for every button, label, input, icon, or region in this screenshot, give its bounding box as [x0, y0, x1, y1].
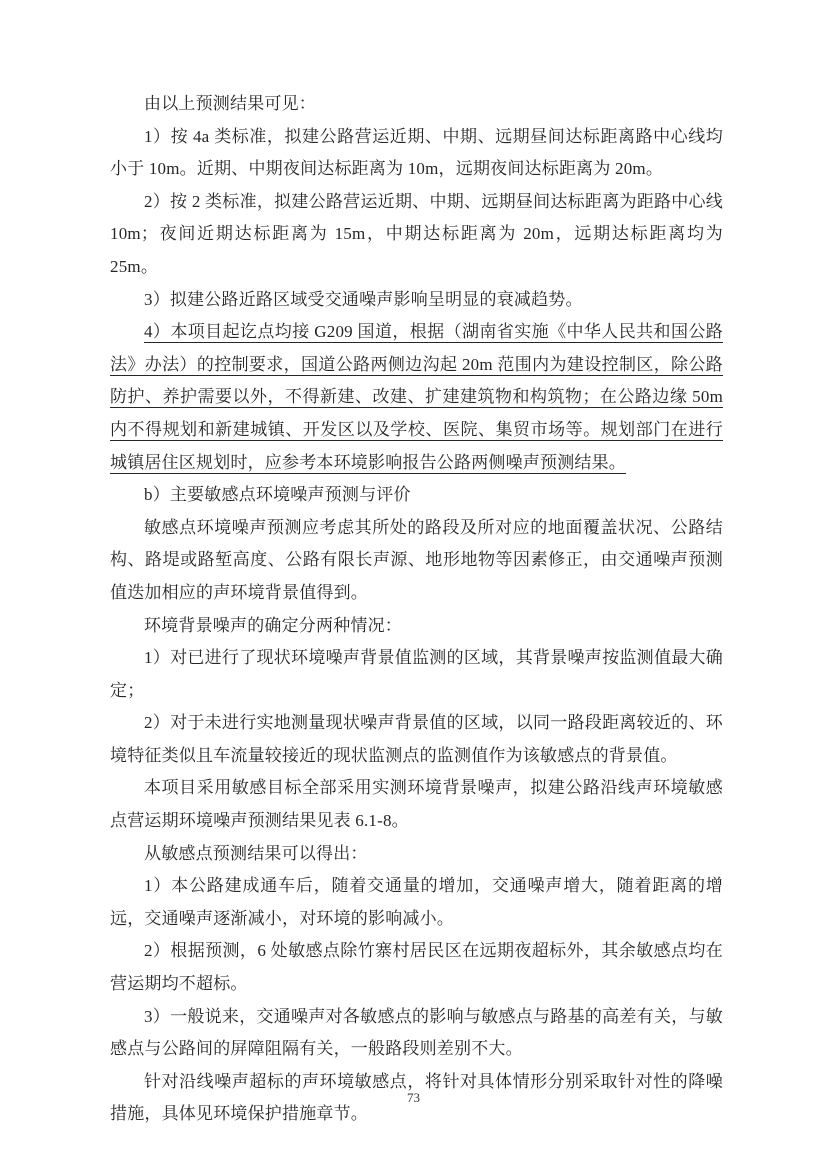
- para-case-1: 1）对已进行了现状环境噪声背景值监测的区域，其背景噪声按监测值最大确定；: [110, 648, 723, 700]
- page-content: [110, 88, 723, 1131]
- para-result-2: 2）根据预测，6 处敏感点除竹寨村居民区在远期夜超标外，其余敏感点均在营运期均不超标。: [110, 941, 723, 994]
- para-mitigation: 针对沿线噪声超标的声环境敏感点，将针对具体情形分别采取针对性的降噪措施，具体见环境保护措施章节。: [110, 1071, 723, 1124]
- para-case-2: 2）对于未进行实地测量现状噪声背景值的区域，以同一路段距离较近的、环境特征类似且车流量较接近的现状监测点的监测值作为该敏感点的背景值。: [110, 713, 723, 765]
- para-sensitive-point-method: 敏感点环境噪声预测应考虑其所处的路段及所对应的地面覆盖状况、公路结构、路堤或路堑高度、公路有限长声源、地形地物等因素修正，由交通噪声预测值迭加相应的声环境背景值得到。: [110, 517, 723, 602]
- para-project-measurement: 本项目采用敏感目标全部采用实测环境背景噪声，拟建公路沿线声环境敏感点营运期环境噪声预测结果见表 6.1-8。: [110, 778, 723, 831]
- para-background-noise-intro: 环境背景噪声的确定分两种情况：: [144, 615, 402, 635]
- para-result-3: 3）一般说来，交通噪声对各敏感点的影响与敏感点与路基的高差有关，与敏感点与公路间的屏障阻隔有关，一般路段则差别不大。: [110, 1006, 723, 1059]
- para-results-lead-in: 从敏感点预测结果可以得出：: [144, 843, 368, 863]
- para-section-b-heading: b）主要敏感点环境噪声预测与评价: [144, 485, 411, 505]
- para-result-1: 1）本公路建成通车后，随着交通量的增加，交通噪声增大，随着距离的增远，交通噪声逐渐减小，对环境的影响减小。: [110, 876, 723, 928]
- page-number: 73: [407, 1090, 420, 1105]
- para-point-4-underlined: 4）本项目起讫点均接 G209 国道，根据（湖南省实施《中华人民共和国公路法》办法）的控制要求，国道公路两侧边沟起 20m 范围内为建设控制区，除公路防护、养护需要以外，不得新建、改建、扩建建筑物和构筑物；在公路边缘 50m 内不得规划和新建城镇、开发区以及学校、医院、集贸市场等。规划部门在进行城镇居住区规划时，应参考本环境影响报告公路两侧噪声预测结果。: [110, 322, 723, 472]
- para-lead-in: 由以上预测结果可见：: [144, 94, 316, 113]
- para-point-1: 1）按 4a 类标准，拟建公路营运近期、中期、远期昼间达标距离路中心线均小于 10m。近期、中期夜间达标距离为 10m，远期夜间达标距离为 20m。: [110, 126, 723, 179]
- para-point-3: 3）拟建公路近路区域受交通噪声影响呈明显的衰减趋势。: [144, 289, 583, 309]
- para-point-2: 2）按 2 类标准，拟建公路营运近期、中期、远期昼间达标距离为距路中心线 10m；夜间近期达标距离为 15m，中期达标距离为 20m，远期达标距离均为 25m。: [110, 191, 723, 276]
